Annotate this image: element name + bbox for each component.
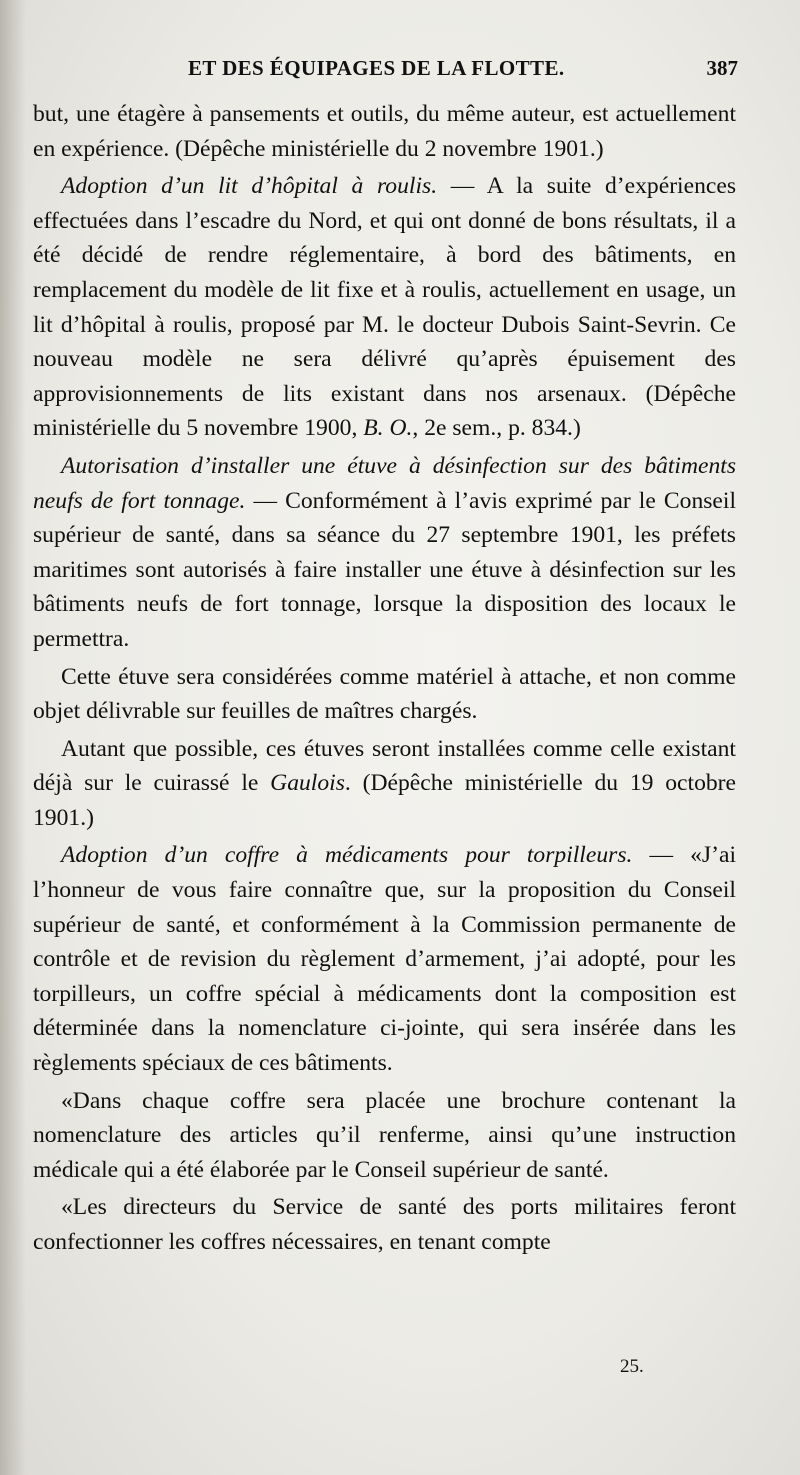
paragraph-continuation: but, une étagère à pansements et outils, du même auteur, est actuellement en expérience. (Dépêche ministérielle du 2 novembre 1901.)	[33, 101, 736, 162]
paragraph-text: — Conformément à l’avis exprimé par le Conseil supérieur de santé, dans sa séance du 27 septembre 1901, les préfets maritimes sont autorisés à faire installer une étuve à désinfection sur les bâtiments neufs de fort tonnage, lorsque la disposition des locaux le permettra.	[33, 487, 737, 652]
paragraph-text: — «J’ai l’honneur de vous faire connaître que, sur la proposition du Conseil supérieur de santé, et conformément à la Commission permanente de contrôle et de revision du règlement d’armement, j’ai adopté, pour les torpilleurs, un coffre spécial à médicaments dont la composition est déterminée dans la nomenclature ci-jointe, qui sera insérée dans les règlements spéciaux de ces bâtiments.	[33, 842, 736, 1077]
paragraph-gaulois	[33, 732, 736, 836]
paragraph-etuve	[33, 449, 736, 657]
running-title: ET DES ÉQUIPAGES DE LA FLOTTE.	[188, 56, 565, 80]
page-gutter-shadow	[0, 0, 26, 1475]
paragraph-materiel: Cette étuve sera considérées comme matériel à attache, et non comme objet délivrable sur feuilles de maîtres chargés.	[33, 663, 736, 725]
section-heading-coffre: Adoption d’un coffre à médicaments pour torpilleurs.	[61, 842, 633, 869]
ship-name: Gaulois	[270, 770, 345, 797]
section-heading-etuve: Autorisation d’installer une étuve à désinfection sur des bâtiments neufs de fort tonnage.	[33, 452, 736, 514]
page-number: 387	[706, 56, 738, 80]
section-heading-lit-hopital: Adoption d’un lit d’hôpital à roulis.	[61, 173, 438, 200]
bulletin-officiel-abbrev: B. O.	[363, 415, 413, 442]
paragraph-text-end: , 2e sem., p. 834.)	[412, 415, 581, 442]
paragraph-text-end: . (Dépêche ministérielle du 19 octobre 1901.)	[33, 770, 737, 831]
paragraph-lit-hopital	[33, 169, 736, 446]
paragraph-brochure: «Dans chaque coffre sera placée une brochure contenant la nomenclature des articles qu’il renferme, ainsi qu’une instruction médicale qui a été élaborée par le Conseil supérieur de santé.	[33, 1087, 736, 1183]
paragraph-directeurs: «Les directeurs du Service de santé des ports militaires feront confectionner les coffres nécessaires, en tenant compte	[33, 1194, 736, 1255]
body-text	[33, 97, 736, 1260]
signature-mark: 25.	[620, 1356, 644, 1377]
paragraph-text: — A la suite d’expériences effectuées dans l’escadre du Nord, et qui ont donné de bons résultats, il a été décidé de rendre réglementaire, à bord des bâtiments, en remplacement du modèle de lit fixe et à roulis, actuellement en usage, un lit d’hôpital à roulis, proposé par M. le docteur Dubois Saint-Sevrin. Ce nouveau modèle ne sera délivré qu’après épuisement des approvisionnements de lits existant dans nos arsenaux. (Dépêche ministérielle du 5 novembre 1900,	[33, 173, 737, 442]
paragraph-coffre	[33, 838, 736, 1080]
paragraph-text: Autant que possible, ces étuves seront installées comme celle existant déjà sur le cuirassé le	[33, 735, 736, 797]
